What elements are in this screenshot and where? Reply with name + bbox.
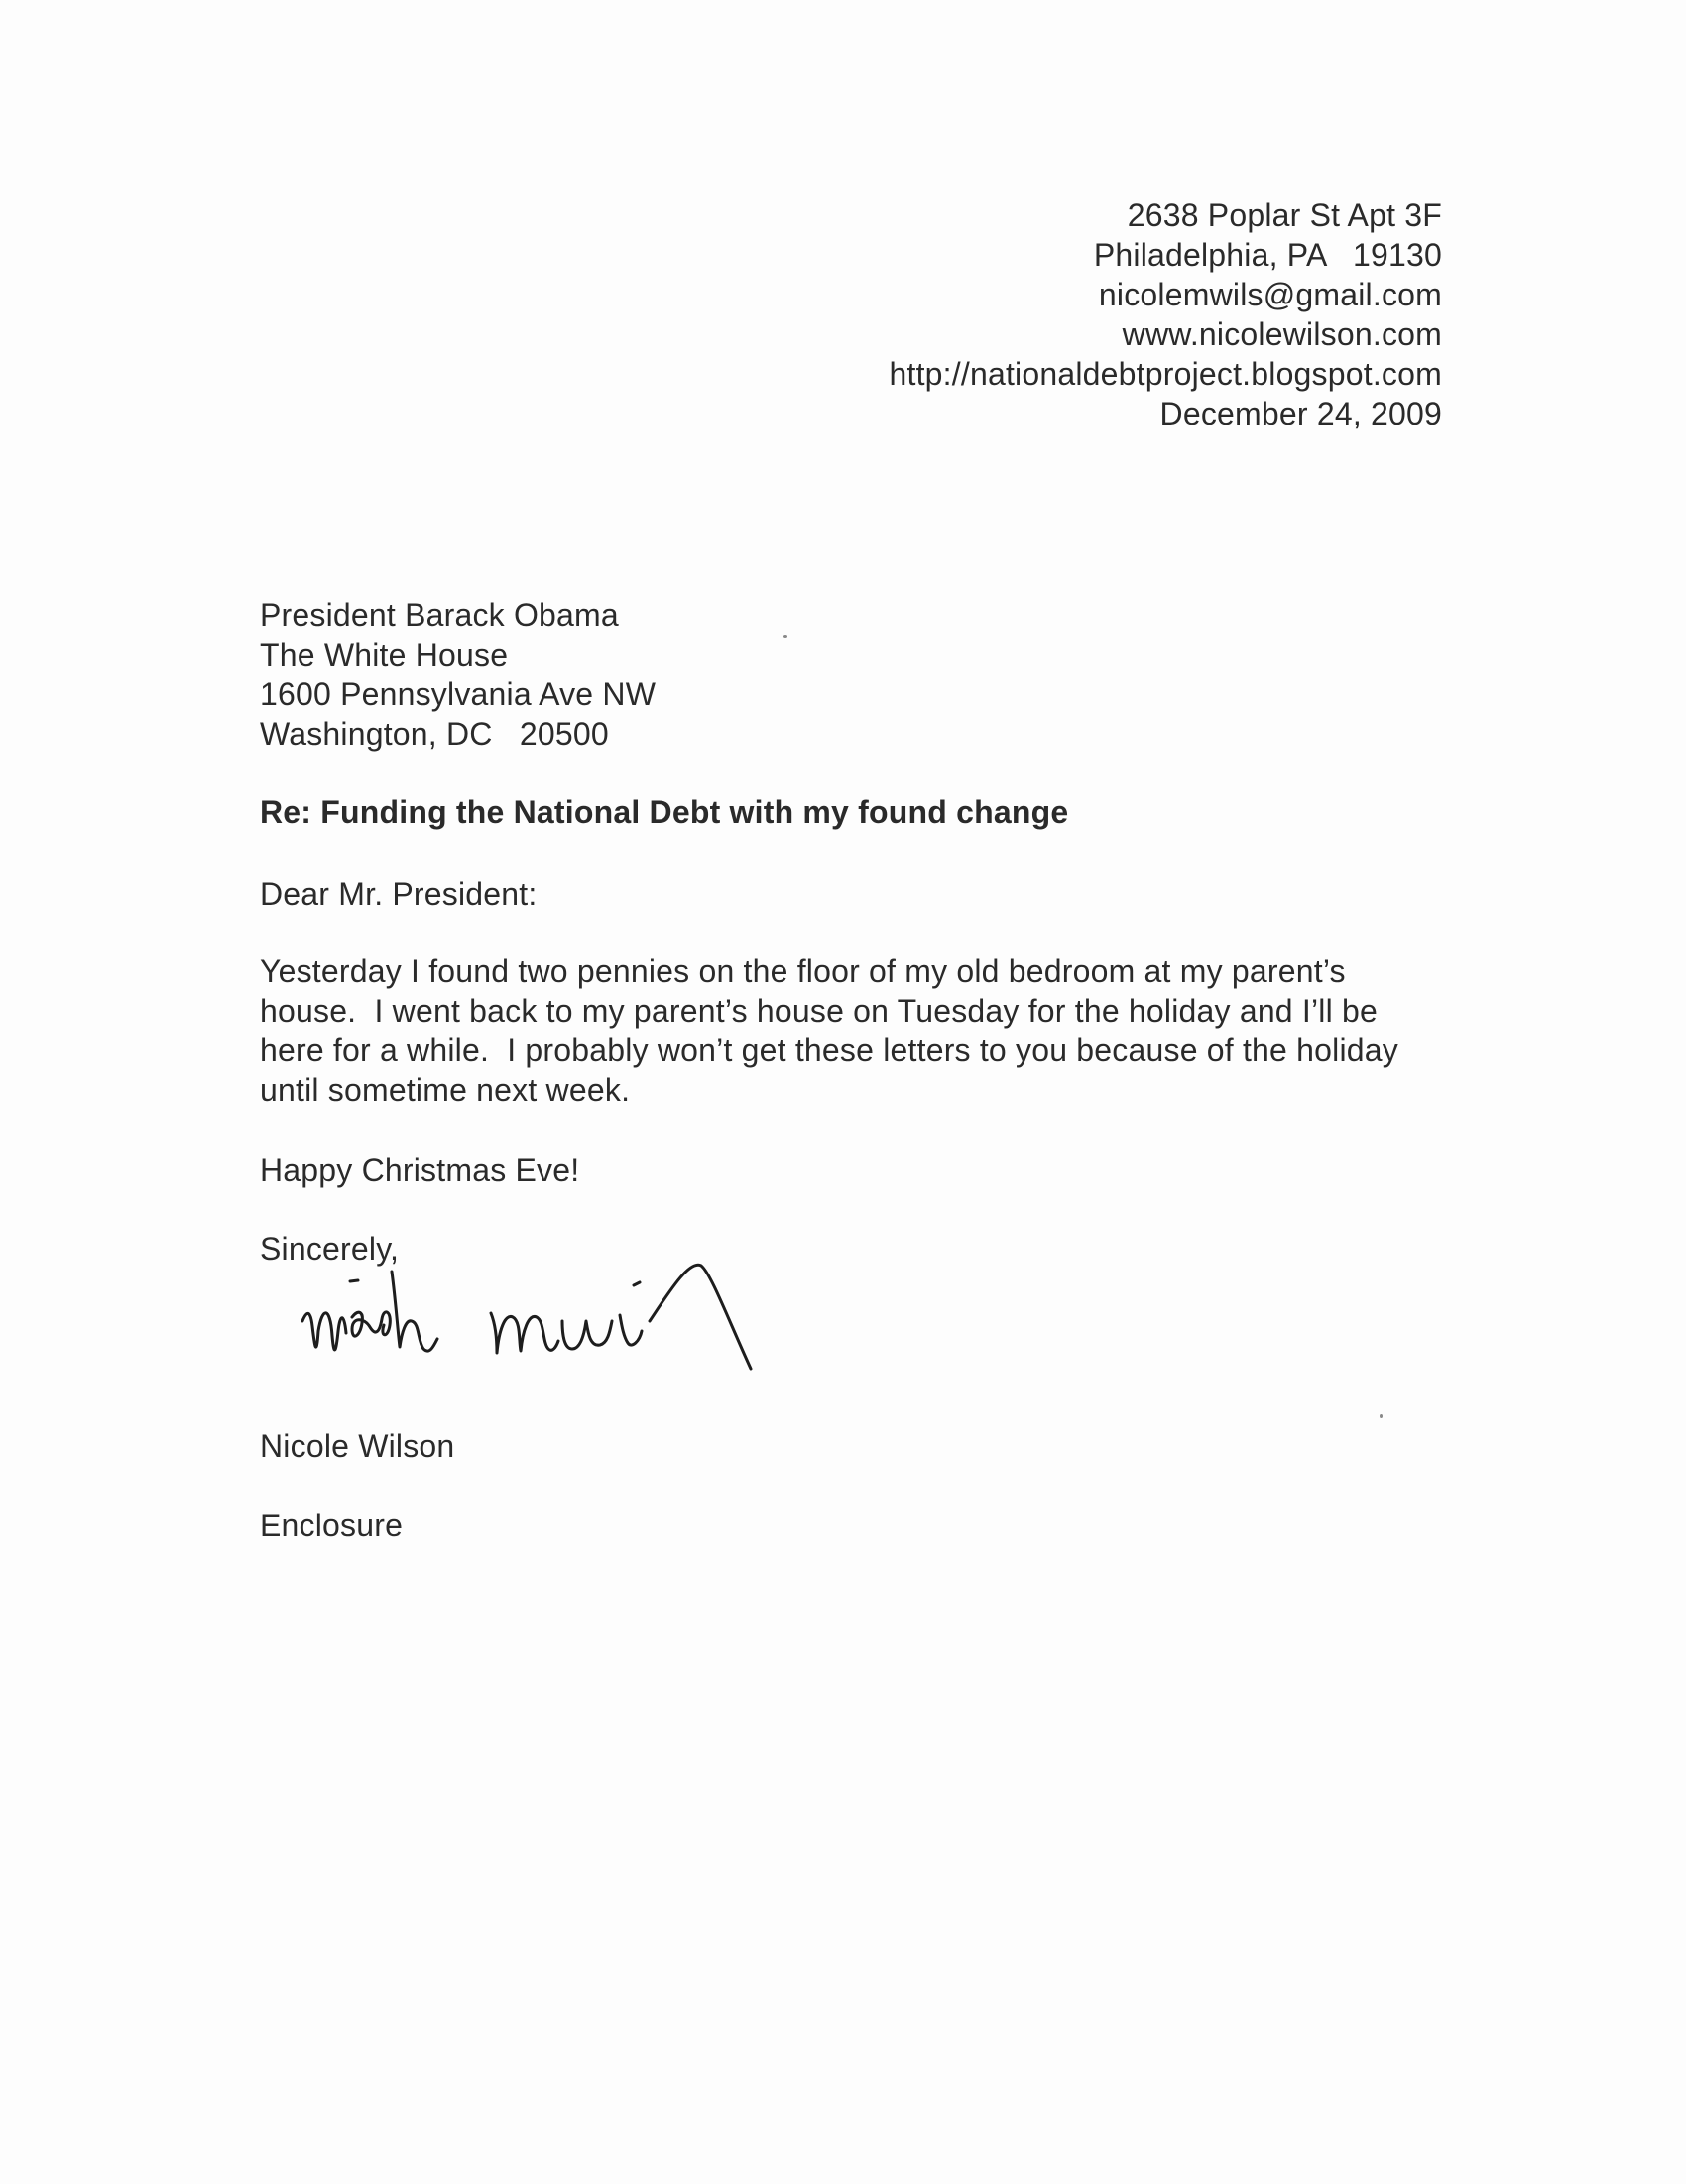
body-line: Yesterday I found two pennies on the floor of my old bedroom at my parent’s <box>260 953 1346 989</box>
letter-date: December 24, 2009 <box>1159 396 1442 431</box>
recipient-city-state-zip: Washington, DC 20500 <box>260 716 609 752</box>
sender-website: www.nicolewilson.com <box>1122 316 1442 352</box>
recipient-organization: The White House <box>260 637 509 672</box>
scan-speck <box>783 635 787 638</box>
body-line: until sometime next week. <box>260 1072 631 1108</box>
sender-street: 2638 Poplar St Apt 3F <box>1127 197 1442 233</box>
sender-blog: http://nationaldebtproject.blogspot.com <box>889 356 1442 392</box>
recipient-address-block <box>260 595 656 754</box>
sign-off: Sincerely, <box>260 1231 400 1267</box>
body-line: house. I went back to my parent’s house on Tuesday for the holiday and I’ll be <box>260 993 1379 1029</box>
signer-name: Nicole Wilson <box>260 1428 455 1464</box>
sender-city-state-zip: Philadelphia, PA 19130 <box>1093 237 1442 273</box>
closing-wish: Happy Christmas Eve! <box>260 1153 580 1188</box>
sender-address-block <box>890 195 1443 433</box>
sender-email: nicolemwils@gmail.com <box>1098 277 1442 312</box>
recipient-street: 1600 Pennsylvania Ave NW <box>260 676 657 712</box>
handwritten-signature <box>293 1252 888 1381</box>
body-paragraph <box>260 951 1460 1110</box>
enclosure-notation: Enclosure <box>260 1508 404 1543</box>
salutation: Dear Mr. President: <box>260 876 538 911</box>
body-line: here for a while. I probably won’t get these letters to you because of the holiday <box>260 1032 1398 1068</box>
recipient-name: President Barack Obama <box>260 597 619 633</box>
scan-speck <box>1380 1414 1383 1418</box>
subject-line: Re: Funding the National Debt with my found change <box>260 794 1069 830</box>
